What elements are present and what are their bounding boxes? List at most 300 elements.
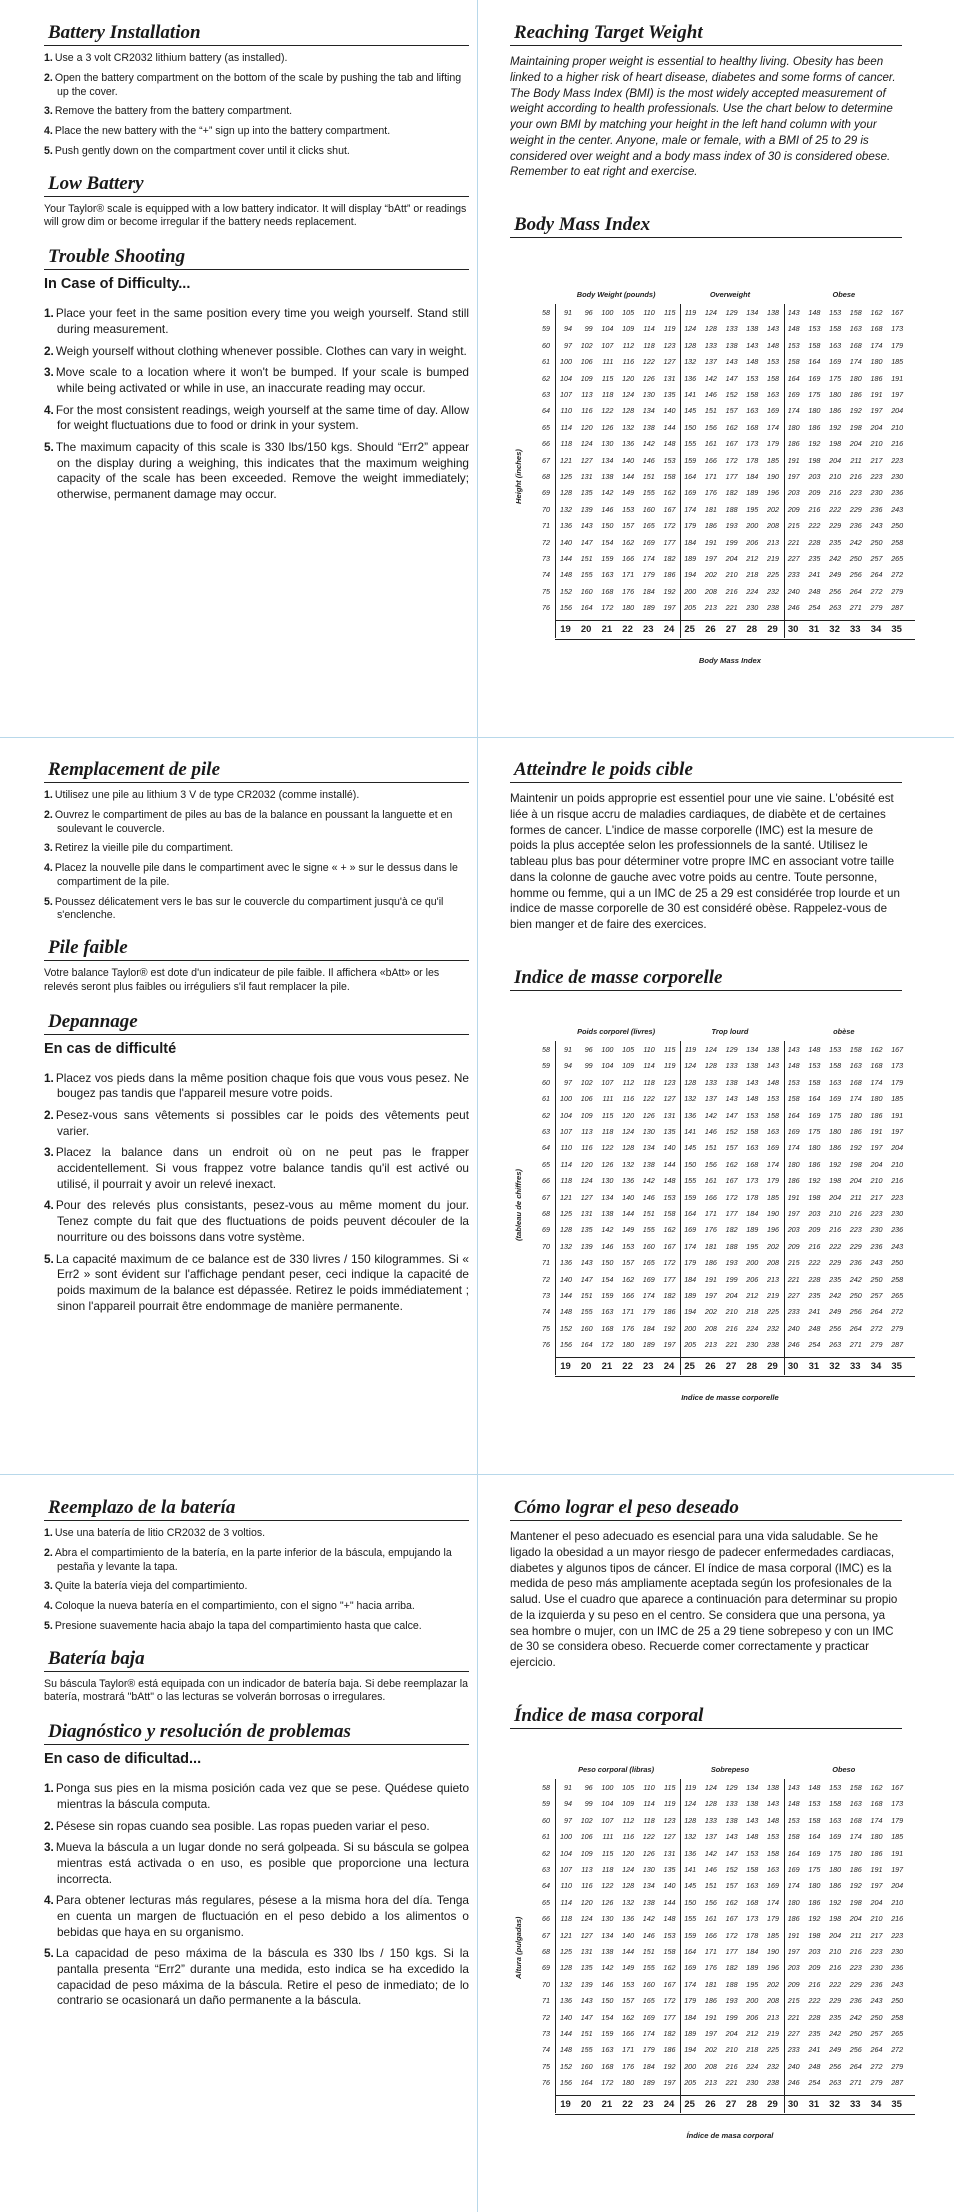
weight-cell: 197 — [870, 1881, 883, 1891]
weight-cell: 192 — [849, 406, 862, 416]
trouble-item — [44, 1840, 469, 1887]
battery-install-steps — [44, 1527, 469, 1634]
weight-cell: 194 — [684, 2045, 697, 2055]
weight-cell: 178 — [746, 1930, 759, 1940]
weight-cell: 99 — [584, 1799, 593, 1809]
item-text: For the most consistent readings, weigh yourself at the same time of day. Allow for weight fluctuations due to food or drink in your system. — [55, 402, 469, 433]
weight-cell: 210 — [829, 1947, 842, 1956]
weight-cell: 163 — [829, 1077, 842, 1087]
weight-cell: 100 — [560, 357, 572, 367]
weight-cell: 155 — [684, 1914, 697, 1924]
weight-cell: 155 — [580, 570, 593, 580]
weight-cell: 174 — [684, 1979, 697, 1989]
bmi-value: 21 — [601, 623, 613, 635]
weight-cell: 235 — [829, 1274, 842, 1284]
weight-cell: 192 — [663, 586, 676, 596]
weight-cell: 114 — [560, 1159, 572, 1169]
trouble-item — [44, 403, 469, 434]
bmi-value: 25 — [684, 2098, 695, 2110]
weight-cell: 135 — [663, 390, 676, 399]
weight-cell: 138 — [725, 340, 738, 350]
weight-cell: 130 — [642, 390, 655, 399]
weight-cell: 134 — [642, 406, 655, 416]
weight-cell: 146 — [704, 1127, 717, 1136]
weight-cell: 186 — [808, 422, 821, 432]
weight-cell: 168 — [849, 1077, 862, 1087]
height-label: 60 — [542, 1815, 550, 1825]
weight-cell: 167 — [891, 1045, 904, 1054]
item-number: 4. — [44, 1893, 54, 1908]
height-label: 70 — [542, 1241, 550, 1251]
trouble-item — [44, 365, 469, 396]
weight-cell: 152 — [725, 1127, 738, 1136]
weight-cell: 216 — [849, 472, 862, 481]
battery-install-step — [44, 145, 469, 159]
right-panel-en — [510, 22, 902, 238]
weight-cell: 140 — [560, 1274, 572, 1284]
weight-cell: 238 — [767, 2078, 779, 2088]
weight-cell: 184 — [746, 1947, 759, 1956]
weight-cell: 181 — [704, 1241, 717, 1251]
item-number: 5. — [44, 1251, 54, 1266]
weight-cell: 134 — [642, 1143, 655, 1153]
weight-cell: 204 — [725, 1291, 738, 1300]
weight-cell: 102 — [580, 1077, 593, 1087]
weight-cell: 148 — [787, 324, 800, 334]
height-label: 72 — [542, 1274, 550, 1284]
weight-cell: 211 — [850, 1192, 862, 1202]
weight-cell: 169 — [808, 373, 821, 383]
battery-install-title: Battery Installation — [44, 22, 469, 46]
weight-cell: 96 — [584, 308, 593, 317]
weight-cell: 175 — [808, 1127, 821, 1136]
weight-cell: 188 — [725, 504, 738, 514]
weight-cell: 131 — [663, 373, 676, 383]
weight-cell: 148 — [560, 1307, 572, 1317]
weight-cell: 182 — [725, 1225, 738, 1235]
weight-cell: 264 — [849, 1323, 862, 1333]
weight-cell: 137 — [704, 1832, 717, 1842]
weight-cell: 127 — [580, 1930, 593, 1940]
weight-cell: 181 — [704, 1979, 717, 1989]
weight-cell: 166 — [704, 455, 717, 465]
weight-cell: 130 — [601, 1176, 614, 1186]
weight-cell: 143 — [767, 1799, 779, 1809]
trouble-list — [44, 306, 469, 503]
weight-cell: 148 — [560, 570, 572, 580]
weight-cell: 235 — [808, 554, 821, 563]
weight-cell: 171 — [704, 1947, 717, 1956]
weight-cell: 279 — [870, 2078, 883, 2088]
weight-cell: 132 — [622, 1897, 635, 1907]
bmi-value: 26 — [705, 1360, 716, 1372]
weight-cell: 193 — [725, 521, 738, 531]
weight-cell: 236 — [849, 1996, 862, 2006]
weight-cell: 158 — [849, 1045, 862, 1054]
weight-cell: 155 — [684, 1176, 697, 1186]
height-axis-label: Height (inches) — [514, 448, 523, 504]
weight-cell: 142 — [642, 439, 655, 449]
weight-cell: 221 — [725, 603, 738, 613]
weight-cell: 162 — [663, 488, 676, 498]
weight-cell: 139 — [580, 1241, 593, 1251]
weight-cell: 151 — [704, 1143, 717, 1153]
bmi-value: 27 — [725, 623, 737, 635]
bmi-value: 25 — [684, 623, 695, 635]
weight-cell: 136 — [684, 1848, 697, 1858]
battery-install-step — [44, 72, 469, 100]
weight-cell: 185 — [891, 1832, 904, 1842]
weight-cell: 162 — [870, 308, 883, 317]
weight-cell: 209 — [808, 1225, 821, 1235]
weight-cell: 208 — [704, 586, 717, 596]
weight-cell: 163 — [829, 340, 842, 350]
weight-cell: 154 — [601, 537, 614, 547]
weight-cell: 223 — [849, 488, 862, 498]
weight-cell: 158 — [767, 1848, 779, 1858]
weight-cell: 124 — [622, 1127, 635, 1136]
height-axis-label: Altura (pulgadas) — [514, 1916, 523, 1979]
height-label: 67 — [542, 1192, 550, 1202]
bmi-value: 28 — [746, 2098, 758, 2110]
weight-cell: 279 — [870, 1340, 883, 1350]
weight-cell: 174 — [767, 1897, 779, 1907]
weight-cell: 136 — [560, 521, 572, 531]
height-label: 64 — [542, 1881, 550, 1891]
weight-cell: 148 — [746, 1832, 759, 1842]
step-number: 4. — [44, 862, 53, 875]
weight-cell: 204 — [891, 1881, 904, 1891]
weight-cell: 136 — [560, 1258, 572, 1268]
weight-cell: 191 — [870, 1127, 883, 1136]
bmi-value: 26 — [705, 2098, 716, 2110]
weight-cell: 133 — [725, 1799, 738, 1809]
height-label: 69 — [542, 1963, 550, 1973]
weight-cell: 271 — [849, 1340, 862, 1350]
weight-cell: 130 — [601, 1914, 614, 1924]
weight-cell: 163 — [849, 1061, 862, 1071]
weight-cell: 193 — [725, 1996, 738, 2006]
weight-cell: 125 — [560, 472, 572, 481]
bmi-value: 32 — [829, 2098, 840, 2110]
weight-cell: 169 — [787, 1865, 800, 1874]
weight-cell: 174 — [787, 1881, 800, 1891]
weight-cell: 135 — [580, 488, 593, 498]
weight-cell: 163 — [767, 1127, 779, 1136]
weight-cell: 202 — [704, 2045, 717, 2055]
target-text: Maintaining proper weight is essential to healthy living. Obesity has been linked to a higher risk of heart disease, diabetes and some forms of cancer. The Body Mass Index (BMI) is the most widely accepted measurement of weight according to health professionals. Use the chart below to determine your own BMI by matching your height in the left hand column with your weight in the center. Anyone, male or female, with a BMI of 25 to 29 is considered over weight and a body mass index of 30 is considered obese. Remember to eat right and exercise. — [510, 55, 896, 179]
step-text: Use una batería de litio CR2032 de 3 voltios. — [54, 1527, 266, 1539]
weight-cell: 169 — [642, 2012, 655, 2022]
weight-cell: 169 — [767, 1881, 779, 1891]
weight-cell: 204 — [849, 1176, 862, 1186]
weight-cell: 174 — [767, 422, 779, 432]
weight-cell: 163 — [601, 570, 614, 580]
weight-cell: 119 — [684, 1783, 697, 1792]
weight-cell: 258 — [891, 1274, 904, 1284]
step-text: Placez la nouvelle pile dans le compartiment avec le signe « + » sur le dessus dans le compartiment de la pile. — [54, 862, 458, 888]
battery-install-step — [44, 1580, 469, 1594]
weight-cell: 180 — [808, 1881, 821, 1891]
weight-cell: 272 — [870, 2061, 883, 2071]
weight-cell: 209 — [808, 1963, 821, 1973]
weight-cell: 104 — [560, 1110, 572, 1120]
weight-cell: 236 — [891, 488, 904, 498]
weight-cell: 215 — [787, 1258, 800, 1268]
weight-cell: 155 — [684, 439, 697, 449]
weight-cell: 204 — [829, 1192, 842, 1202]
weight-cell: 204 — [870, 1897, 883, 1907]
weight-cell: 163 — [849, 324, 862, 334]
weight-cell: 148 — [808, 308, 821, 317]
weight-cell: 128 — [560, 1963, 572, 1973]
weight-cell: 211 — [850, 1930, 862, 1940]
weight-cell: 192 — [808, 1914, 821, 1924]
weight-cell: 147 — [580, 2012, 593, 2022]
weight-cell: 172 — [663, 521, 676, 531]
weight-cell: 138 — [746, 1061, 759, 1071]
weight-cell: 113 — [581, 390, 593, 399]
weight-cell: 129 — [725, 1783, 738, 1792]
weight-cell: 167 — [663, 1979, 676, 1989]
weight-cell: 122 — [601, 1881, 614, 1891]
weight-cell: 195 — [746, 1241, 759, 1251]
height-label: 62 — [542, 373, 550, 383]
weight-cell: 186 — [870, 1110, 883, 1120]
weight-cell: 186 — [787, 1914, 800, 1924]
weight-cell: 136 — [560, 1996, 572, 2006]
weight-cell: 213 — [704, 2078, 717, 2088]
weight-cell: 197 — [891, 390, 904, 399]
weight-cell: 153 — [829, 1783, 842, 1792]
weight-cell: 199 — [725, 1274, 738, 1284]
weight-cell: 164 — [787, 373, 800, 383]
weight-cell: 229 — [849, 504, 862, 514]
weight-cell: 165 — [642, 1258, 655, 1268]
weight-cell: 205 — [684, 603, 697, 613]
height-label: 61 — [542, 357, 550, 367]
weight-cell: 148 — [663, 1176, 676, 1186]
bmi-value: 35 — [891, 623, 902, 635]
row-divider-2 — [0, 1474, 954, 1475]
weight-cell: 223 — [870, 1209, 883, 1218]
weight-cell: 169 — [829, 357, 842, 367]
weight-cell: 215 — [787, 521, 800, 531]
weight-cell: 110 — [643, 308, 655, 317]
weight-cell: 174 — [642, 1291, 655, 1300]
weight-cell: 163 — [601, 2045, 614, 2055]
weight-cell: 236 — [870, 1979, 883, 1989]
bmi-header-weight: Poids corporel (livres) — [577, 1027, 656, 1036]
weight-cell: 110 — [643, 1045, 655, 1054]
weight-cell: 178 — [746, 455, 759, 465]
weight-cell: 132 — [560, 1241, 572, 1251]
trouble-item — [44, 1071, 469, 1102]
weight-cell: 189 — [746, 1225, 759, 1235]
weight-cell: 119 — [664, 1799, 676, 1809]
weight-cell: 138 — [767, 1045, 779, 1054]
bmi-axis-label: Indice de masse corporelle — [681, 1392, 779, 1402]
bmi-value: 34 — [870, 623, 882, 635]
weight-cell: 243 — [891, 1241, 904, 1251]
weight-cell: 204 — [725, 554, 738, 563]
weight-cell: 147 — [580, 1274, 593, 1284]
weight-cell: 216 — [808, 504, 821, 514]
weight-cell: 264 — [870, 1307, 883, 1317]
weight-cell: 152 — [560, 2061, 572, 2071]
weight-cell: 163 — [746, 406, 759, 416]
weight-cell: 153 — [767, 1094, 779, 1104]
weight-cell: 107 — [560, 390, 572, 399]
weight-cell: 169 — [829, 1094, 842, 1104]
weight-cell: 148 — [663, 1914, 676, 1924]
weight-cell: 249 — [829, 2045, 842, 2055]
weight-cell: 159 — [601, 2029, 614, 2038]
low-battery-text: Su báscula Taylor® está equipada con un indicador de batería baja. Si debe reemplazar la batería, mostrará "bAtt" o las lecturas se volverán borrosas o irregulares. — [44, 1677, 468, 1704]
height-label: 72 — [542, 2012, 550, 2022]
step-text: Remove the battery from the battery compartment. — [54, 105, 293, 118]
weight-cell: 185 — [891, 357, 904, 367]
weight-cell: 110 — [560, 1143, 572, 1153]
weight-cell: 121 — [560, 1930, 572, 1940]
weight-cell: 240 — [787, 2061, 800, 2071]
weight-cell: 159 — [684, 455, 697, 465]
weight-cell: 242 — [829, 1291, 842, 1300]
weight-cell: 100 — [560, 1832, 572, 1842]
step-number: 2. — [44, 1546, 53, 1559]
weight-cell: 105 — [622, 1783, 635, 1792]
weight-cell: 169 — [642, 537, 655, 547]
weight-cell: 180 — [870, 1832, 883, 1842]
weight-cell: 184 — [642, 586, 655, 596]
height-label: 62 — [542, 1110, 550, 1120]
weight-cell: 166 — [622, 1291, 635, 1300]
weight-cell: 188 — [725, 1979, 738, 1989]
weight-cell: 210 — [891, 1159, 904, 1169]
weight-cell: 230 — [891, 472, 904, 481]
weight-cell: 232 — [767, 2061, 779, 2071]
weight-cell: 188 — [725, 1241, 738, 1251]
weight-cell: 124 — [704, 1783, 717, 1792]
weight-cell: 219 — [767, 1291, 779, 1300]
weight-cell: 158 — [787, 1094, 800, 1104]
weight-cell: 176 — [704, 1225, 717, 1235]
weight-cell: 134 — [746, 1045, 759, 1054]
weight-cell: 202 — [704, 570, 717, 580]
item-number: 1. — [44, 1781, 54, 1796]
weight-cell: 186 — [704, 1258, 717, 1268]
weight-cell: 229 — [849, 1979, 862, 1989]
weight-cell: 264 — [849, 2061, 862, 2071]
weight-cell: 191 — [891, 1110, 904, 1120]
trouble-subtitle: En caso de dificultad... — [44, 1751, 202, 1768]
weight-cell: 158 — [663, 1209, 676, 1218]
weight-cell: 162 — [663, 1225, 676, 1235]
bmi-value: 32 — [829, 623, 840, 635]
bmi-value: 22 — [622, 623, 633, 635]
weight-cell: 143 — [767, 1061, 779, 1071]
weight-cell: 136 — [684, 373, 697, 383]
weight-cell: 107 — [560, 1127, 572, 1136]
weight-cell: 146 — [601, 1979, 614, 1989]
weight-cell: 184 — [642, 1323, 655, 1333]
weight-cell: 208 — [767, 1258, 779, 1268]
weight-cell: 116 — [622, 1832, 635, 1842]
weight-cell: 143 — [725, 1832, 738, 1842]
weight-cell: 109 — [580, 373, 593, 383]
bmi-value: 24 — [663, 2098, 675, 2110]
weight-cell: 190 — [767, 1947, 779, 1956]
trouble-title: Diagnóstico y resolución de problemas — [44, 1721, 469, 1745]
weight-cell: 191 — [787, 455, 800, 465]
bmi-value: 35 — [891, 1360, 902, 1372]
step-text: Poussez délicatement vers le bas sur le couvercle du compartiment jusqu'à ce qu'il s'enclenche. — [54, 895, 444, 922]
weight-cell: 138 — [767, 1783, 779, 1792]
weight-cell: 138 — [642, 422, 655, 432]
trouble-subtitle: En cas de difficulté — [44, 1040, 177, 1057]
weight-cell: 240 — [787, 1323, 800, 1333]
weight-cell: 133 — [725, 324, 738, 334]
weight-cell: 215 — [787, 1996, 800, 2006]
weight-cell: 102 — [580, 1815, 593, 1825]
weight-cell: 221 — [787, 2012, 800, 2022]
weight-cell: 107 — [601, 340, 614, 350]
weight-cell: 109 — [622, 324, 635, 334]
weight-cell: 257 — [870, 1291, 883, 1300]
bmi-axis-line — [555, 1357, 915, 1358]
weight-cell: 242 — [849, 2012, 862, 2022]
weight-cell: 180 — [787, 422, 800, 432]
weight-cell: 153 — [622, 1979, 635, 1989]
weight-cell: 153 — [663, 455, 676, 465]
weight-cell: 230 — [891, 1947, 904, 1956]
weight-cell: 155 — [580, 1307, 593, 1317]
weight-cell: 204 — [725, 2029, 738, 2038]
weight-cell: 124 — [580, 1914, 593, 1924]
weight-cell: 192 — [808, 439, 821, 449]
weight-cell: 158 — [829, 1799, 842, 1809]
weight-cell: 162 — [622, 537, 635, 547]
weight-cell: 186 — [663, 2045, 676, 2055]
bmi-axis-line-bottom — [555, 639, 915, 641]
weight-cell: 177 — [663, 537, 676, 547]
weight-cell: 208 — [704, 2061, 717, 2071]
weight-cell: 198 — [849, 1159, 862, 1169]
weight-cell: 138 — [725, 1815, 738, 1825]
weight-cell: 171 — [704, 472, 717, 481]
weight-cell: 150 — [601, 1996, 614, 2006]
weight-cell: 180 — [622, 1340, 635, 1350]
weight-cell: 210 — [891, 422, 904, 432]
weight-cell: 129 — [725, 308, 738, 317]
item-number: 3. — [44, 1145, 54, 1160]
weight-cell: 250 — [849, 1291, 862, 1300]
item-number: 5. — [44, 439, 54, 454]
height-label: 70 — [542, 504, 550, 514]
weight-cell: 153 — [787, 340, 800, 350]
item-text: Placez la balance dans un endroit où on ne peut pas le frapper accidentellement. Si vous frappez votre balance tandis qu'il est activé ou utilisé, il pourrait y avoir un relevé inexact. — [55, 1145, 469, 1191]
weight-cell: 148 — [767, 1815, 779, 1825]
weight-cell: 169 — [767, 406, 779, 416]
weight-cell: 138 — [767, 308, 779, 317]
weight-cell: 180 — [849, 1848, 862, 1858]
weight-cell: 143 — [746, 1077, 759, 1087]
weight-cell: 155 — [642, 1963, 655, 1973]
weight-cell: 216 — [891, 1914, 904, 1924]
weight-cell: 180 — [849, 373, 862, 383]
weight-cell: 146 — [642, 1930, 655, 1940]
item-number: 4. — [44, 1198, 54, 1213]
